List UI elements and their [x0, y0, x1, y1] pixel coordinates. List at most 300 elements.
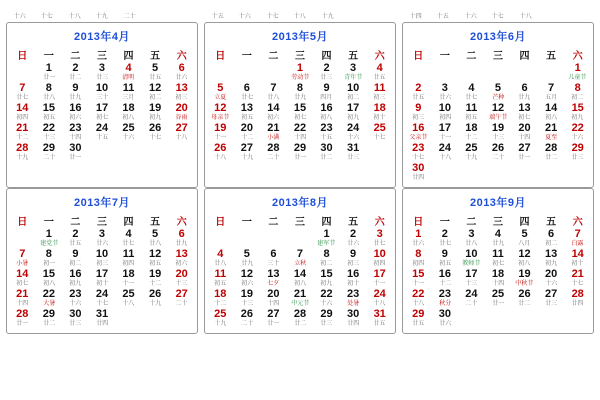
- lunar-label: 廿六: [438, 94, 451, 101]
- day-cell[interactable]: [260, 289, 287, 309]
- day-cell[interactable]: [62, 143, 89, 163]
- week-row: [405, 163, 591, 183]
- day-cell[interactable]: [234, 123, 261, 143]
- day-cell[interactable]: [36, 143, 63, 163]
- day-cell[interactable]: [168, 123, 195, 143]
- lunar-label: 初二: [149, 94, 162, 101]
- day-cell[interactable]: [313, 269, 340, 289]
- lunar-label: 二十: [465, 300, 478, 307]
- day-cell[interactable]: [287, 249, 314, 269]
- day-cell[interactable]: [458, 249, 485, 269]
- day-cell[interactable]: [9, 83, 36, 103]
- day-cell[interactable]: [538, 269, 565, 289]
- day-cell[interactable]: [115, 289, 142, 309]
- day-cell[interactable]: [62, 309, 89, 329]
- clipped-cell: [6, 13, 33, 22]
- lunar-label: 廿三: [347, 154, 360, 161]
- day-cell[interactable]: [458, 103, 485, 123]
- weekday-header: 日: [215, 217, 226, 228]
- lunar-label: 十二: [438, 280, 451, 287]
- day-cell[interactable]: [62, 289, 89, 309]
- lunar-label: 初七: [16, 280, 29, 287]
- lunar-label: 十五: [95, 134, 108, 141]
- month-card: [6, 188, 198, 334]
- day-cell[interactable]: [511, 289, 538, 309]
- day-cell[interactable]: [62, 249, 89, 269]
- day-cell[interactable]: [405, 249, 432, 269]
- day-cell[interactable]: [538, 123, 565, 143]
- day-number: 16: [320, 102, 333, 114]
- day-cell[interactable]: [511, 103, 538, 123]
- lunar-label: 十八: [68, 13, 81, 20]
- day-number: 14: [571, 248, 584, 260]
- day-number: 3: [376, 228, 383, 240]
- empty-day-cell: [168, 309, 195, 329]
- clipped-cell: [402, 13, 429, 22]
- lunar-label: 大暑: [42, 300, 55, 307]
- day-cell[interactable]: [432, 229, 459, 249]
- day-number: 27: [240, 142, 253, 154]
- month-table: [207, 46, 393, 163]
- day-cell[interactable]: [9, 123, 36, 143]
- weekday-header-row: [207, 46, 393, 63]
- weekday-header: 日: [17, 51, 28, 62]
- week-row: [405, 229, 591, 249]
- day-number: 3: [468, 228, 475, 240]
- lunar-label: 初十: [571, 260, 584, 267]
- day-cell[interactable]: [142, 103, 169, 123]
- day-cell[interactable]: [115, 63, 142, 83]
- lunar-label: 初七: [518, 114, 531, 121]
- day-cell[interactable]: [234, 143, 261, 163]
- day-cell[interactable]: [234, 103, 261, 123]
- day-cell[interactable]: [168, 103, 195, 123]
- lunar-label: 十三: [42, 134, 55, 141]
- day-cell[interactable]: [62, 229, 89, 249]
- day-cell[interactable]: [485, 229, 512, 249]
- clipped-cell: [33, 13, 60, 22]
- day-cell[interactable]: [511, 143, 538, 163]
- lunar-label: 廿五: [412, 94, 425, 101]
- day-cell[interactable]: [564, 269, 591, 289]
- lunar-label: 十七: [266, 13, 279, 20]
- day-cell[interactable]: [458, 289, 485, 309]
- day-cell[interactable]: [485, 83, 512, 103]
- day-cell[interactable]: [89, 83, 116, 103]
- day-number: 12: [148, 82, 162, 94]
- day-cell[interactable]: [564, 289, 591, 309]
- empty-day-cell: [432, 163, 459, 183]
- day-cell[interactable]: [142, 229, 169, 249]
- day-cell[interactable]: [142, 63, 169, 83]
- day-cell[interactable]: [115, 269, 142, 289]
- lunar-label: 谷雨: [175, 114, 188, 121]
- lunar-label: 十九: [321, 13, 334, 20]
- day-number: 30: [69, 308, 82, 320]
- day-cell[interactable]: [405, 163, 432, 183]
- day-cell[interactable]: [287, 123, 314, 143]
- day-cell[interactable]: [485, 103, 512, 123]
- day-cell[interactable]: [168, 63, 195, 83]
- day-cell[interactable]: [36, 289, 63, 309]
- day-cell[interactable]: [366, 63, 393, 83]
- day-cell[interactable]: [115, 229, 142, 249]
- day-cell[interactable]: [207, 103, 234, 123]
- day-number: 1: [574, 62, 581, 74]
- day-cell[interactable]: [340, 83, 367, 103]
- day-number: 22: [42, 288, 55, 300]
- day-cell[interactable]: [564, 103, 591, 123]
- weekday-header: 三: [96, 217, 107, 228]
- empty-day-cell: [485, 163, 512, 183]
- day-cell[interactable]: [313, 249, 340, 269]
- day-cell[interactable]: [142, 269, 169, 289]
- day-cell[interactable]: [142, 249, 169, 269]
- lunar-label: 十六: [571, 134, 584, 141]
- day-cell[interactable]: [313, 83, 340, 103]
- day-cell[interactable]: [458, 143, 485, 163]
- day-cell[interactable]: [62, 83, 89, 103]
- day-cell[interactable]: [36, 83, 63, 103]
- day-cell[interactable]: [89, 249, 116, 269]
- clipped-cell: [259, 13, 286, 22]
- day-number: 19: [518, 268, 531, 280]
- day-cell[interactable]: [36, 103, 63, 123]
- day-cell[interactable]: [142, 289, 169, 309]
- day-cell[interactable]: [168, 229, 195, 249]
- day-cell[interactable]: [340, 103, 367, 123]
- day-cell[interactable]: [313, 123, 340, 143]
- lunar-label: 廿一: [518, 154, 531, 161]
- day-cell[interactable]: [432, 249, 459, 269]
- day-number: 2: [350, 228, 357, 240]
- day-cell[interactable]: [287, 143, 314, 163]
- day-cell[interactable]: [313, 63, 340, 83]
- day-cell[interactable]: [538, 289, 565, 309]
- day-cell[interactable]: [36, 249, 63, 269]
- day-cell[interactable]: [287, 269, 314, 289]
- day-cell[interactable]: [36, 229, 63, 249]
- lunar-label: 十七: [149, 134, 162, 141]
- day-cell[interactable]: [458, 83, 485, 103]
- day-cell[interactable]: [313, 103, 340, 123]
- day-cell[interactable]: [538, 103, 565, 123]
- lunar-label: 十七: [41, 13, 54, 20]
- day-cell[interactable]: [62, 269, 89, 289]
- day-number: 11: [465, 102, 478, 114]
- empty-day-cell: [115, 309, 142, 329]
- weekday-header: 三: [492, 51, 503, 62]
- lunar-label: 廿四: [571, 300, 584, 307]
- day-cell[interactable]: [9, 103, 36, 123]
- day-cell[interactable]: [115, 83, 142, 103]
- lunar-label: 廿六: [412, 240, 425, 247]
- day-cell[interactable]: [340, 63, 367, 83]
- lunar-label: 秋分: [438, 300, 451, 307]
- day-cell[interactable]: [432, 289, 459, 309]
- empty-day-cell: [366, 143, 393, 163]
- day-number: 8: [45, 248, 52, 260]
- clipped-lunar-row-2: [204, 13, 396, 22]
- day-number: 9: [415, 102, 422, 114]
- day-cell[interactable]: [405, 83, 432, 103]
- day-cell[interactable]: [287, 289, 314, 309]
- day-cell[interactable]: [142, 123, 169, 143]
- clipped-cell: [567, 13, 594, 22]
- day-cell[interactable]: [485, 123, 512, 143]
- day-cell[interactable]: [405, 269, 432, 289]
- day-cell[interactable]: [207, 309, 234, 329]
- day-cell[interactable]: [340, 143, 367, 163]
- lunar-label: 十九: [465, 154, 478, 161]
- day-number: 17: [346, 102, 360, 114]
- day-cell[interactable]: [366, 289, 393, 309]
- day-cell[interactable]: [9, 289, 36, 309]
- day-cell[interactable]: [485, 289, 512, 309]
- empty-day-cell: [458, 309, 485, 329]
- day-cell[interactable]: [62, 123, 89, 143]
- lunar-label: 廿一: [16, 320, 29, 327]
- day-number: 17: [438, 122, 451, 134]
- day-cell[interactable]: [36, 63, 63, 83]
- day-cell[interactable]: [207, 249, 234, 269]
- day-cell[interactable]: [564, 249, 591, 269]
- day-cell[interactable]: [287, 103, 314, 123]
- day-cell[interactable]: [432, 123, 459, 143]
- day-cell[interactable]: [9, 249, 36, 269]
- day-cell[interactable]: [207, 143, 234, 163]
- day-cell[interactable]: [260, 83, 287, 103]
- day-cell[interactable]: [89, 289, 116, 309]
- clipped-cell: [116, 13, 143, 22]
- day-number: 21: [16, 288, 29, 300]
- day-cell[interactable]: [168, 289, 195, 309]
- day-cell[interactable]: [564, 229, 591, 249]
- day-cell[interactable]: [313, 289, 340, 309]
- day-cell[interactable]: [168, 249, 195, 269]
- weekday-header-row: [9, 212, 195, 229]
- day-cell[interactable]: [511, 123, 538, 143]
- day-cell[interactable]: [115, 103, 142, 123]
- day-number: 18: [373, 102, 386, 114]
- day-number: 24: [346, 122, 360, 134]
- day-cell[interactable]: [405, 309, 432, 329]
- day-cell[interactable]: [340, 309, 367, 329]
- lunar-label: 十六: [545, 280, 558, 287]
- day-cell[interactable]: [62, 103, 89, 123]
- day-number: 25: [465, 142, 478, 154]
- day-cell[interactable]: [115, 249, 142, 269]
- day-cell[interactable]: [89, 123, 116, 143]
- lunar-label: 三十: [95, 94, 108, 101]
- day-cell[interactable]: [485, 269, 512, 289]
- lunar-label: 十七: [412, 154, 425, 161]
- day-cell[interactable]: [234, 309, 261, 329]
- day-cell[interactable]: [432, 143, 459, 163]
- day-number: 20: [518, 122, 531, 134]
- day-cell[interactable]: [511, 249, 538, 269]
- day-cell[interactable]: [207, 269, 234, 289]
- day-cell[interactable]: [405, 229, 432, 249]
- day-cell[interactable]: [538, 249, 565, 269]
- day-cell[interactable]: [366, 229, 393, 249]
- day-cell[interactable]: [485, 249, 512, 269]
- day-cell[interactable]: [313, 309, 340, 329]
- lunar-label: 初九: [320, 280, 333, 287]
- month-card: [6, 22, 198, 188]
- lunar-label: 十二: [240, 134, 253, 141]
- day-cell[interactable]: [168, 269, 195, 289]
- day-cell[interactable]: [89, 269, 116, 289]
- weekday-header: 一: [241, 217, 252, 228]
- day-cell[interactable]: [340, 229, 367, 249]
- empty-day-cell: [260, 63, 287, 83]
- day-cell[interactable]: [366, 123, 393, 143]
- day-cell[interactable]: [432, 103, 459, 123]
- day-cell[interactable]: [260, 249, 287, 269]
- day-cell[interactable]: [432, 309, 459, 329]
- lunar-label: 芒种: [491, 94, 504, 101]
- day-cell[interactable]: [538, 143, 565, 163]
- day-cell[interactable]: [62, 63, 89, 83]
- lunar-label: 中元节: [290, 300, 309, 307]
- day-cell[interactable]: [287, 63, 314, 83]
- day-number: 3: [441, 82, 448, 94]
- day-cell[interactable]: [511, 229, 538, 249]
- day-cell[interactable]: [89, 103, 116, 123]
- lunar-label: 初二: [571, 94, 584, 101]
- day-cell[interactable]: [234, 249, 261, 269]
- day-cell[interactable]: [340, 289, 367, 309]
- lunar-label: 十九: [214, 320, 227, 327]
- day-cell[interactable]: [9, 143, 36, 163]
- day-cell[interactable]: [260, 143, 287, 163]
- day-cell[interactable]: [313, 143, 340, 163]
- clipped-cell: [231, 13, 258, 22]
- day-cell[interactable]: [234, 289, 261, 309]
- day-cell[interactable]: [9, 309, 36, 329]
- lunar-label: 廿四: [95, 320, 108, 327]
- day-cell[interactable]: [260, 123, 287, 143]
- day-number: 24: [438, 142, 451, 154]
- lunar-label: 廿二: [293, 320, 306, 327]
- day-cell[interactable]: [115, 123, 142, 143]
- day-cell[interactable]: [260, 103, 287, 123]
- day-number: 31: [373, 308, 386, 320]
- day-number: 19: [240, 288, 253, 300]
- empty-day-cell: [511, 63, 538, 83]
- day-cell[interactable]: [458, 123, 485, 143]
- weekday-header: 一: [43, 217, 54, 228]
- day-cell[interactable]: [142, 83, 169, 103]
- day-cell[interactable]: [89, 309, 116, 329]
- day-cell[interactable]: [234, 269, 261, 289]
- lunar-label: 廿八: [214, 260, 227, 267]
- day-cell[interactable]: [168, 83, 195, 103]
- clipped-month-3: [402, 0, 594, 22]
- day-cell[interactable]: [538, 229, 565, 249]
- lunar-label: 白露: [571, 240, 584, 247]
- week-row: [405, 123, 591, 143]
- lunar-label: 初七: [95, 114, 108, 121]
- weekday-header: 三: [294, 51, 305, 62]
- lunar-label: 廿八: [465, 240, 478, 247]
- day-cell[interactable]: [234, 83, 261, 103]
- day-cell[interactable]: [564, 123, 591, 143]
- day-cell[interactable]: [340, 123, 367, 143]
- day-number: 8: [45, 82, 52, 94]
- day-cell[interactable]: [260, 309, 287, 329]
- day-cell[interactable]: [89, 63, 116, 83]
- day-number: 29: [412, 308, 425, 320]
- empty-day-cell: [538, 63, 565, 83]
- lunar-label: 初八: [518, 260, 531, 267]
- lunar-label: 初三: [412, 114, 425, 121]
- day-number: 4: [494, 228, 502, 240]
- day-number: 16: [69, 268, 82, 280]
- day-number: 21: [571, 268, 584, 280]
- day-cell[interactable]: [36, 269, 63, 289]
- day-cell[interactable]: [366, 269, 393, 289]
- day-cell[interactable]: [458, 269, 485, 289]
- day-cell[interactable]: [340, 249, 367, 269]
- lunar-label: 十六: [13, 13, 26, 20]
- day-cell[interactable]: [36, 123, 63, 143]
- lunar-label: 廿一: [491, 300, 504, 307]
- day-cell[interactable]: [405, 143, 432, 163]
- day-cell[interactable]: [260, 269, 287, 289]
- day-number: 26: [518, 288, 531, 300]
- day-cell[interactable]: [405, 103, 432, 123]
- day-cell[interactable]: [366, 309, 393, 329]
- day-cell[interactable]: [485, 143, 512, 163]
- day-cell[interactable]: [538, 83, 565, 103]
- lunar-label: 初五: [214, 280, 227, 287]
- day-cell[interactable]: [511, 83, 538, 103]
- day-cell[interactable]: [564, 83, 591, 103]
- day-cell[interactable]: [366, 103, 393, 123]
- day-cell[interactable]: [207, 289, 234, 309]
- day-cell[interactable]: [287, 309, 314, 329]
- day-cell[interactable]: [564, 63, 591, 83]
- lunar-label: 廿七: [373, 240, 386, 247]
- day-cell[interactable]: [313, 229, 340, 249]
- lunar-label: 初五: [465, 114, 478, 121]
- day-number: 29: [571, 142, 584, 154]
- weekday-header: 五: [546, 51, 557, 62]
- day-number: 19: [148, 102, 162, 114]
- day-cell[interactable]: [432, 269, 459, 289]
- day-cell[interactable]: [511, 269, 538, 289]
- day-cell[interactable]: [340, 269, 367, 289]
- day-cell[interactable]: [207, 123, 234, 143]
- day-cell[interactable]: [432, 83, 459, 103]
- day-cell[interactable]: [405, 123, 432, 143]
- day-cell[interactable]: [207, 83, 234, 103]
- day-cell[interactable]: [366, 83, 393, 103]
- day-cell[interactable]: [9, 269, 36, 289]
- day-cell[interactable]: [366, 249, 393, 269]
- day-cell[interactable]: [89, 229, 116, 249]
- day-cell[interactable]: [564, 143, 591, 163]
- clipped-cell: [341, 13, 368, 22]
- day-cell[interactable]: [405, 289, 432, 309]
- day-number: 31: [346, 142, 360, 154]
- day-number: 25: [373, 122, 386, 134]
- day-cell[interactable]: [287, 83, 314, 103]
- day-cell[interactable]: [458, 229, 485, 249]
- day-cell[interactable]: [36, 309, 63, 329]
